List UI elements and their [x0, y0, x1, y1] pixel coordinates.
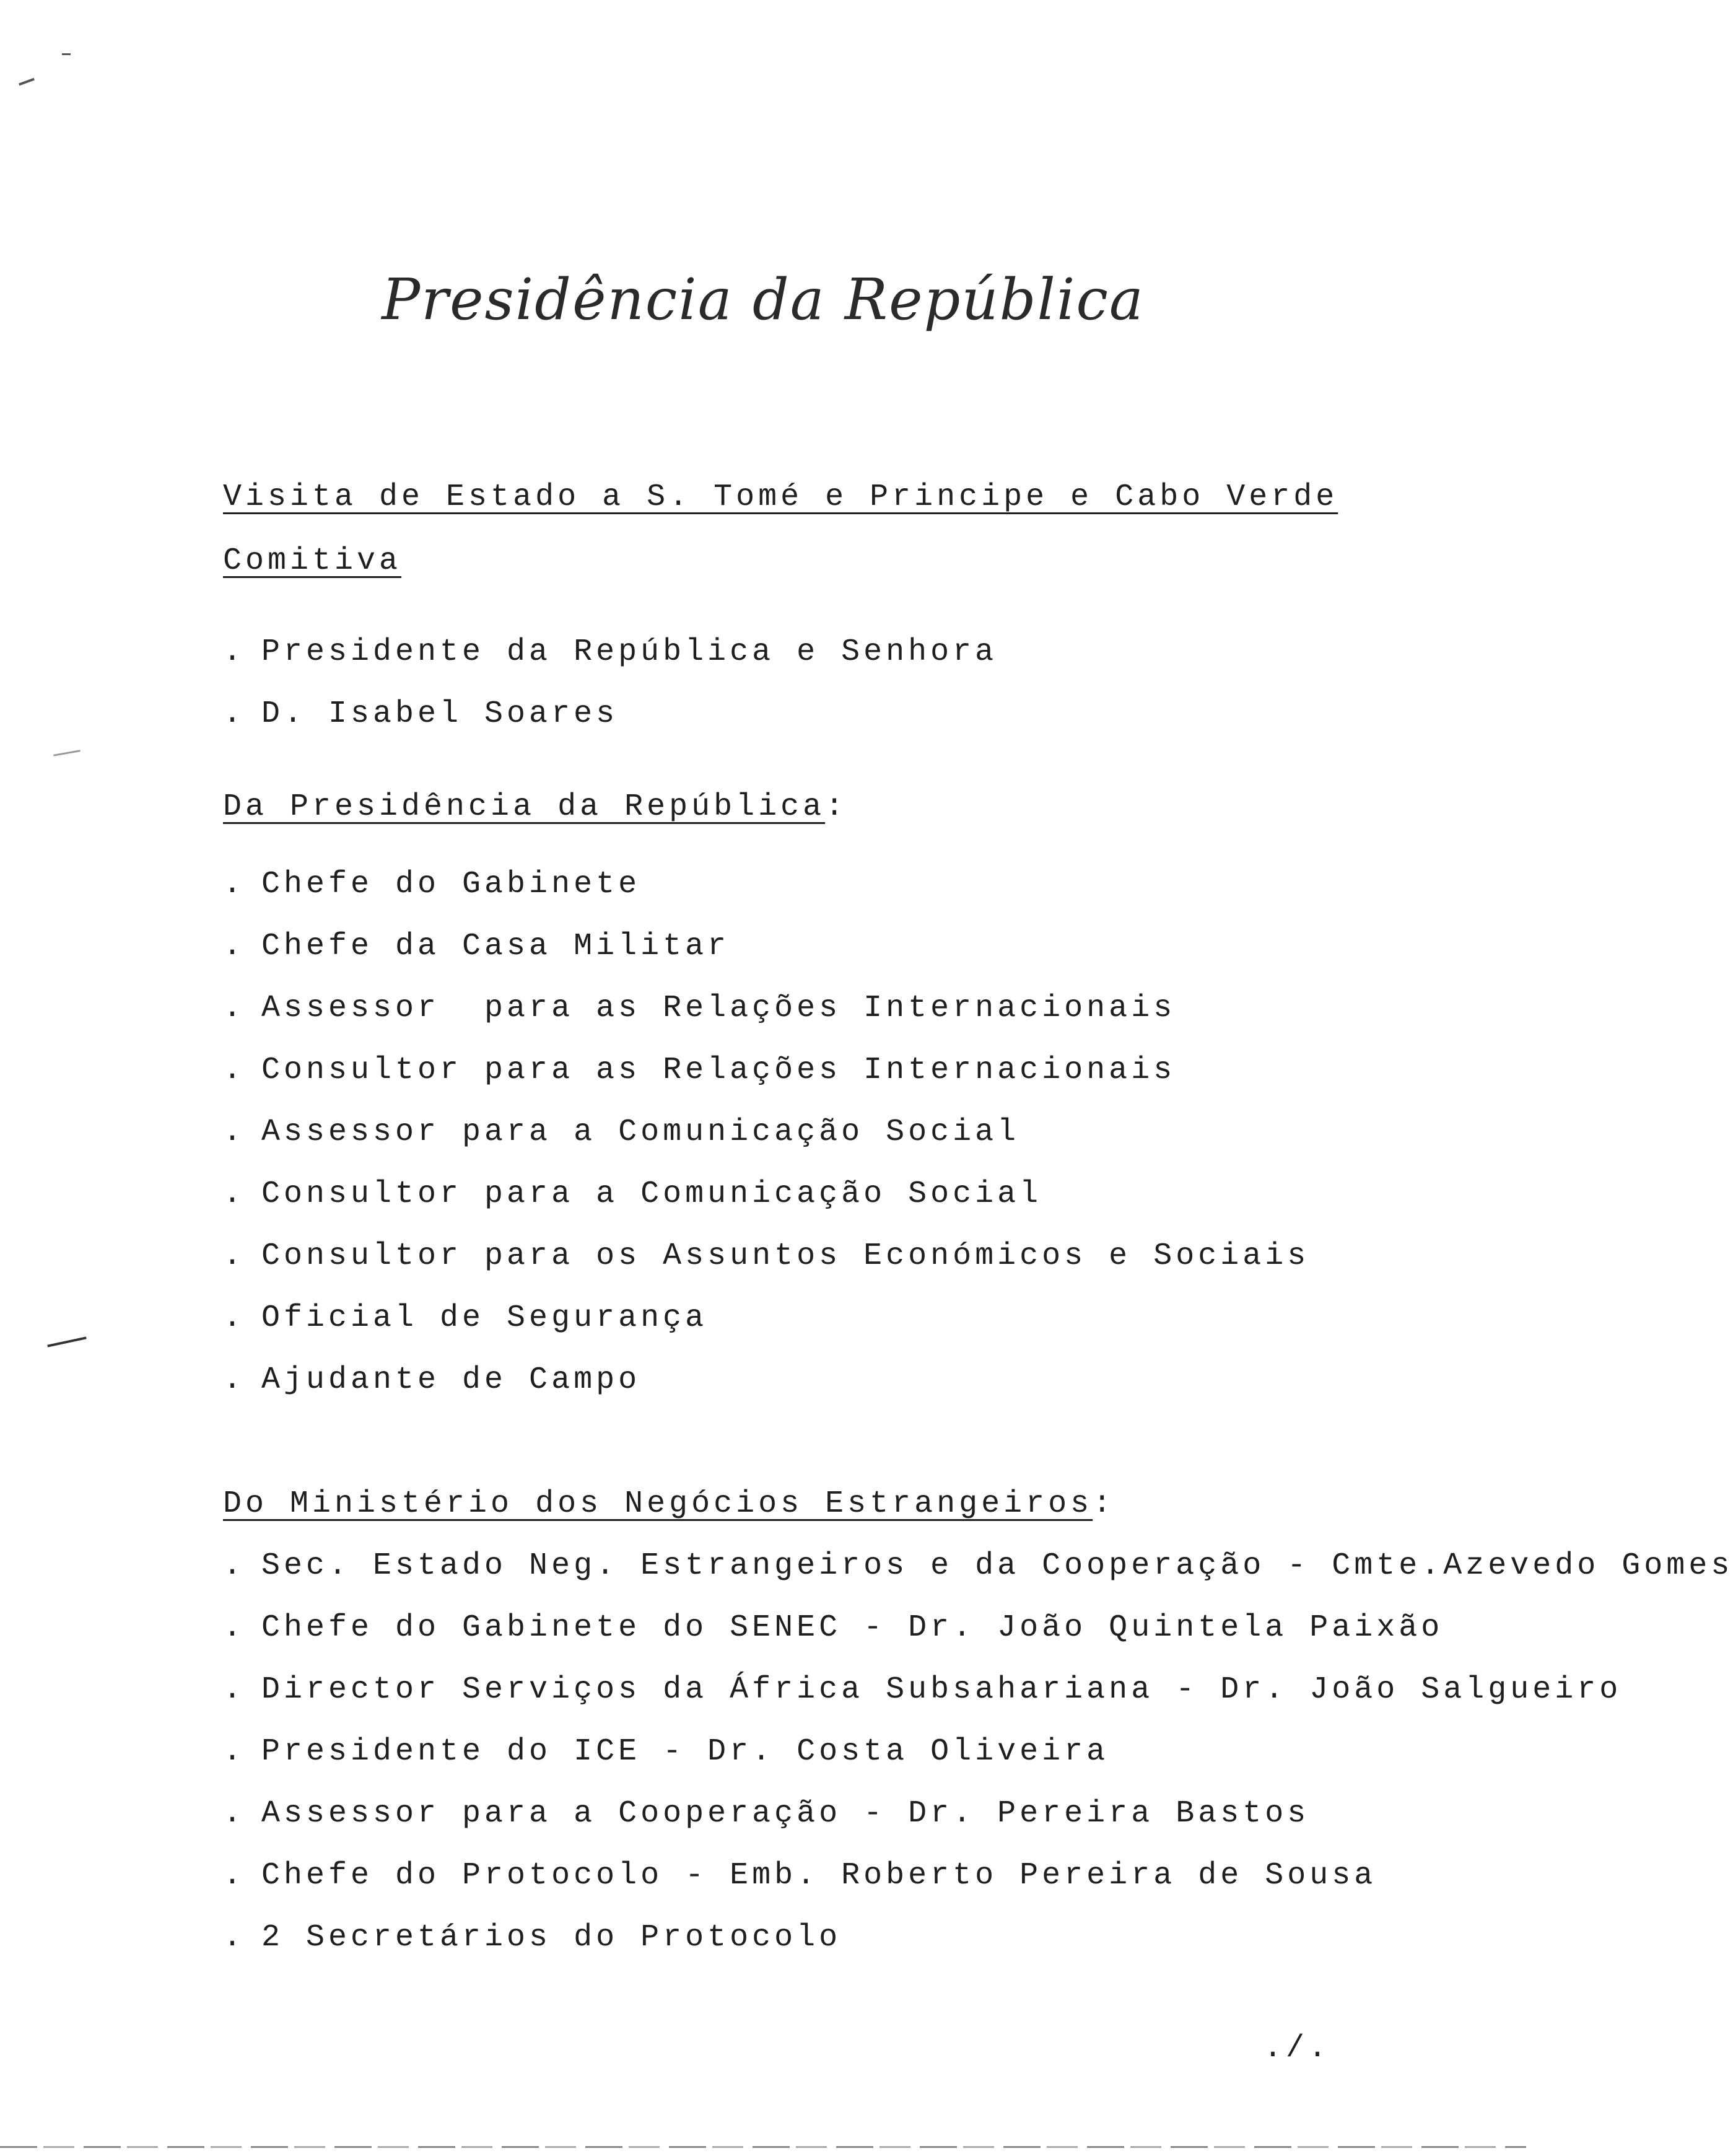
- bullet: .: [223, 1300, 246, 1336]
- bullet: .: [223, 696, 246, 732]
- list-item: [223, 1114, 1019, 1151]
- list-item-text: Presidente do ICE - Dr. Costa Oliveira: [261, 1734, 1109, 1769]
- bullet: .: [223, 1238, 246, 1274]
- continuation-mark: ./.: [1264, 2031, 1331, 2066]
- scan-edge: [0, 2146, 1526, 2148]
- list-item: [223, 1548, 1733, 1585]
- bullet: .: [223, 991, 246, 1026]
- heading-colon: :: [825, 789, 848, 825]
- bullet: .: [223, 1858, 246, 1893]
- section-heading-foreign-affairs: [223, 1486, 1115, 1523]
- list-item: [223, 1795, 1309, 1833]
- list-item-text: Ajudante de Campo: [261, 1362, 641, 1398]
- section-heading-text: Da Presidência da República: [223, 789, 826, 825]
- bullet: .: [223, 1177, 246, 1212]
- list-item-text: Oficial de Segurança: [261, 1300, 708, 1336]
- list-item: [223, 1919, 841, 1957]
- list-item-text: D. Isabel Soares: [261, 696, 619, 732]
- list-item: [223, 1610, 1443, 1647]
- list-item-text: Chefe do Gabinete: [261, 867, 641, 902]
- bullet: .: [223, 867, 246, 902]
- bullet: .: [223, 1734, 246, 1769]
- list-item: [223, 990, 1176, 1027]
- bullet: .: [223, 1053, 246, 1088]
- list-item: [223, 1672, 1622, 1709]
- bullet: .: [223, 1920, 246, 1955]
- list-item: [223, 866, 640, 903]
- bullet: .: [223, 929, 246, 964]
- list-item: [223, 1857, 1376, 1895]
- list-item-text: Presidente da República e Senhora: [261, 634, 998, 670]
- list-item-text: Consultor para as Relações Internacionais: [261, 1053, 1176, 1088]
- list-item: [223, 928, 730, 965]
- bullet: .: [223, 634, 246, 670]
- section-heading-presidency: [223, 789, 847, 826]
- bullet: .: [223, 1672, 246, 1707]
- list-item: [223, 1300, 707, 1337]
- scan-mark: [62, 53, 71, 55]
- list-item-text: Chefe do Gabinete do SENEC - Dr. João Quintela Paixão: [261, 1610, 1444, 1645]
- list-item: [223, 1176, 1042, 1213]
- list-item-text: 2 Secretários do Protocolo: [261, 1920, 842, 1955]
- scan-mark: [19, 78, 35, 86]
- list-item: [223, 1052, 1176, 1089]
- bullet: .: [223, 1115, 246, 1150]
- list-item-text: Consultor para os Assuntos Económicos e Sociais: [261, 1238, 1310, 1274]
- list-item-text: Assessor para a Cooperação - Dr. Pereira Bastos: [261, 1796, 1310, 1831]
- list-item-text: Consultor para a Comunicação Social: [261, 1177, 1042, 1212]
- list-item-text: Sec. Estado Neg. Estrangeiros e da Cooperação - Cmte.Azevedo Gomes: [261, 1548, 1733, 1584]
- scan-mark: [47, 1336, 86, 1347]
- list-item-text: Assessor para as Relações Internacionais: [261, 991, 1176, 1026]
- bullet: .: [223, 1548, 246, 1584]
- list-item: [223, 634, 997, 671]
- bullet: .: [223, 1796, 246, 1831]
- list-item: [223, 1733, 1109, 1771]
- document-subtitle: Comitiva: [223, 543, 402, 579]
- bullet: .: [223, 1610, 246, 1645]
- letterhead: Presidência da República: [382, 266, 1145, 333]
- section-heading-text: Do Ministério dos Negócios Estrangeiros: [223, 1486, 1093, 1522]
- bullet: .: [223, 1362, 246, 1398]
- list-item-text: Chefe da Casa Militar: [261, 929, 730, 964]
- list-item-text: Chefe do Protocolo - Emb. Roberto Pereira de Sousa: [261, 1858, 1377, 1893]
- list-item-text: Assessor para a Comunicação Social: [261, 1115, 1020, 1150]
- list-item: [223, 696, 618, 733]
- list-item: [223, 1362, 640, 1399]
- list-item: [223, 1238, 1309, 1275]
- list-item-text: Director Serviços da África Subsahariana - Dr. João Salgueiro: [261, 1672, 1622, 1707]
- heading-colon: :: [1093, 1486, 1115, 1522]
- document-title: Visita de Estado a S. Tomé e Principe e Cabo Verde: [223, 480, 1338, 515]
- scan-mark: [53, 750, 81, 756]
